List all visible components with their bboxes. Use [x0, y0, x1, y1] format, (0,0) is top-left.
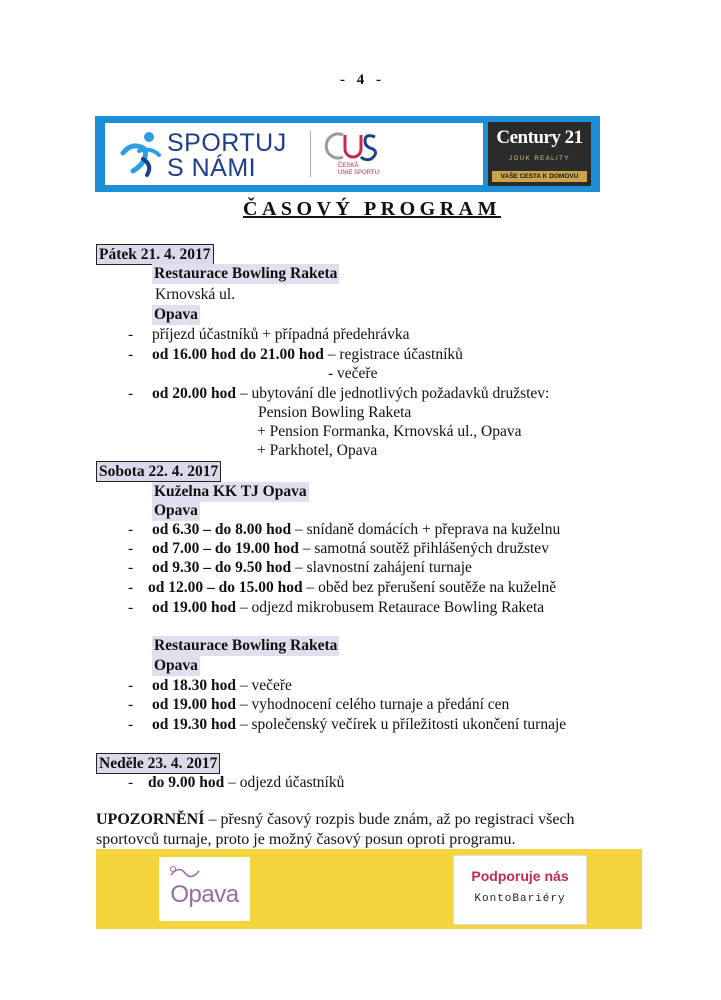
- item-time: od 6.30 – do 8.00 hod: [152, 521, 292, 538]
- item-text: – slavnostní zahájení turnaje: [291, 559, 472, 576]
- friday-street: Krnovská ul.: [155, 286, 236, 303]
- item-time: od 7.00 – do 19.00 hod: [152, 540, 299, 557]
- century21-logo: [488, 122, 591, 186]
- saturday-venue: Kuželna KK TJ Opava: [154, 483, 307, 500]
- notice-label: UPOZORNĚNÍ: [96, 811, 205, 828]
- item-time: od 16.00 hod do 21.00 hod: [152, 346, 324, 363]
- bullet-dash: -: [128, 385, 134, 402]
- item-text: – večeře: [236, 677, 292, 694]
- bullet-dash: -: [128, 521, 134, 538]
- century21-slogan: VAŠE CESTA K DOMOVU: [492, 171, 587, 182]
- friday-venue: Restaurace Bowling Raketa: [154, 265, 338, 282]
- saturday-item-2: [152, 539, 549, 559]
- friday-item-1: příjezd účastníků + případná předehrávka: [152, 326, 410, 343]
- item-time: do 9.00 hod: [148, 774, 225, 791]
- item-time: od 12.00 – do 15.00 hod: [148, 579, 303, 596]
- saturday-city-2: Opava: [154, 657, 198, 674]
- notice-line-2: sportovců turnaje, proto je možný časový posun oproti programu.: [96, 831, 516, 848]
- saturday-evening-item-3: [152, 715, 566, 735]
- footer-banner: [96, 849, 642, 929]
- friday-city: Opava: [154, 306, 198, 323]
- friday-item-7: + Parkhotel, Opava: [257, 442, 378, 459]
- item-text: – samotná soutěž přihlášených družstev: [298, 540, 549, 557]
- friday-item-6: + Pension Formanka, Krnovská ul., Opava: [257, 423, 522, 440]
- konto-bariery-logo: [453, 855, 587, 925]
- item-text: – oběd bez přerušení soutěže na kuželně: [302, 579, 557, 596]
- item-text: – registrace účastníků: [323, 346, 463, 363]
- cus-line1: ČESKÁ: [338, 163, 359, 169]
- bullet-dash: -: [128, 579, 134, 596]
- opava-logo-text: Opava: [170, 881, 239, 908]
- saturday-evening-item-2: [152, 695, 509, 715]
- saturday-item-3: [152, 558, 472, 578]
- notice-line-1: [96, 810, 575, 830]
- bullet-dash: -: [128, 599, 134, 616]
- saturday-venue-2: Restaurace Bowling Raketa: [154, 637, 338, 654]
- support-subtitle: KontoBariéry: [474, 893, 566, 905]
- bullet-dash: -: [128, 540, 134, 557]
- sportuj-line1: SPORTUJ: [167, 129, 287, 157]
- sportuj-logo-text: [167, 131, 287, 181]
- sunday-header: Neděle 23. 4. 2017: [96, 753, 220, 774]
- saturday-city: Opava: [154, 502, 198, 519]
- cus-line2: UNIE SPORTU: [338, 170, 379, 176]
- saturday-item-1: [152, 520, 560, 540]
- century21-sub: JOUK REALITY: [509, 156, 570, 162]
- item-time: od 18.30 hod: [152, 677, 236, 694]
- document-title: ČASOVÝ PROGRAM: [243, 198, 501, 220]
- item-text: – vyhodnocení celého turnaje a předání cen: [236, 696, 510, 713]
- century21-name: Century 21: [496, 127, 583, 148]
- cus-logo-text: [338, 163, 379, 177]
- bullet-dash: -: [128, 716, 134, 733]
- bullet-dash: -: [128, 326, 134, 343]
- friday-item-5: Pension Bowling Raketa: [258, 404, 412, 421]
- item-time: od 20.00 hod: [152, 385, 236, 402]
- friday-item-2: [152, 345, 463, 365]
- item-text: – snídaně domácích + přeprava na kuželnu: [291, 521, 561, 538]
- sunday-item-1: [148, 773, 344, 793]
- friday-header: Pátek 21. 4. 2017: [96, 244, 214, 265]
- item-time: od 19.00 hod: [152, 696, 236, 713]
- logo-divider: [310, 131, 311, 177]
- banner-white-panel: [105, 123, 483, 185]
- item-text: – ubytování dle jednotlivých požadavků družstev:: [236, 385, 550, 402]
- bullet-dash: -: [128, 346, 134, 363]
- saturday-item-5: [152, 598, 544, 618]
- item-time: od 19.30 hod: [152, 716, 236, 733]
- bullet-dash: -: [128, 677, 134, 694]
- item-text: – společenský večírek u příležitosti ukončení turnaje: [236, 716, 567, 733]
- support-title: Podporuje nás: [471, 868, 569, 884]
- notice-text: – přesný časový rozpis bude znám, až po registraci všech: [204, 811, 575, 828]
- bullet-dash: -: [128, 559, 134, 576]
- saturday-item-4: [148, 578, 556, 598]
- item-time: od 19.00 hod: [152, 599, 236, 616]
- page-number: - 4 -: [340, 72, 385, 88]
- opava-logo: [159, 857, 250, 921]
- friday-item-4: [152, 384, 549, 404]
- cus-logo-icon: [321, 129, 379, 163]
- sportuj-line2: S NÁMI: [167, 154, 257, 182]
- bullet-dash: -: [128, 774, 134, 791]
- item-text: – odjezd účastníků: [224, 774, 345, 791]
- item-text: – odjezd mikrobusem Retaurace Bowling Raketa: [236, 599, 545, 616]
- sponsor-banner: [95, 116, 600, 192]
- runner-logo-icon: [117, 129, 165, 177]
- friday-item-3: - večeře: [328, 365, 378, 382]
- saturday-evening-item-1: [152, 676, 292, 696]
- saturday-header: Sobota 22. 4. 2017: [96, 461, 221, 482]
- bullet-dash: -: [128, 696, 134, 713]
- item-time: od 9.30 – do 9.50 hod: [152, 559, 292, 576]
